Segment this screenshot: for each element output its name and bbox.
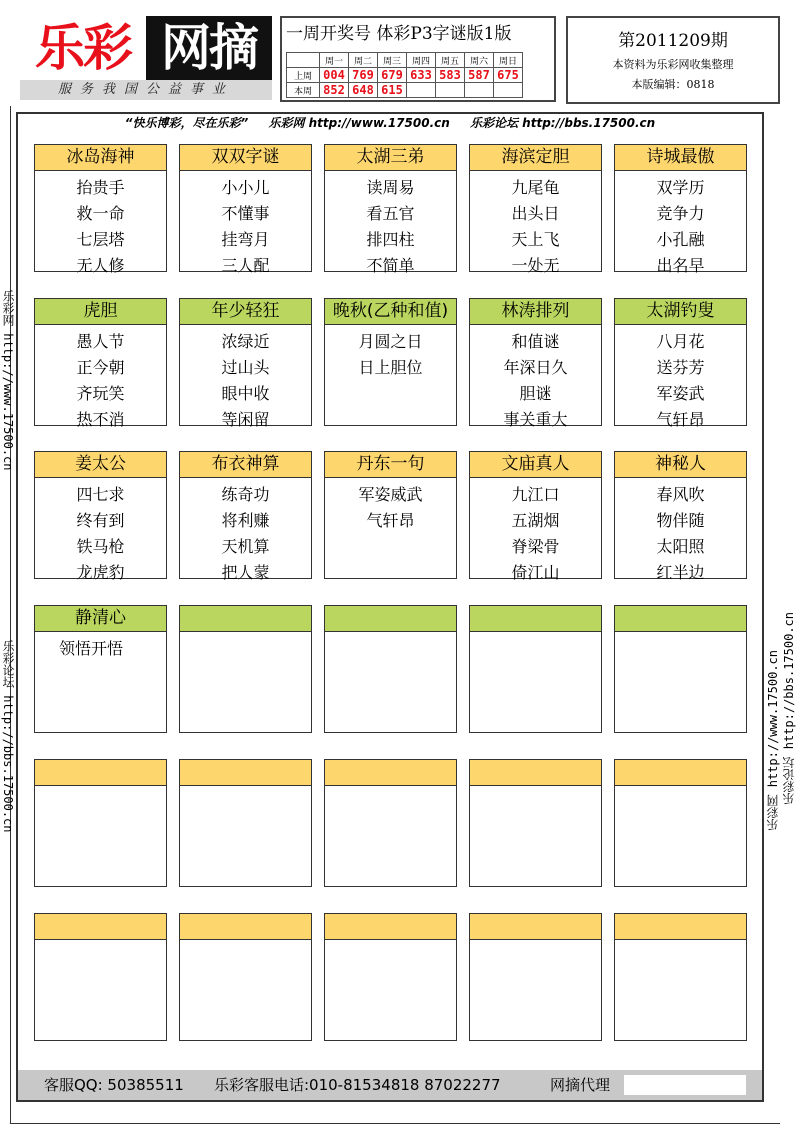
puzzle-line: 终有到 — [76, 511, 125, 530]
draw-row-this-week — [287, 83, 523, 98]
puzzle-line: 竞争力 — [656, 204, 705, 223]
draw-number: 675 — [494, 68, 523, 83]
puzzle-box — [324, 759, 457, 887]
puzzle-box-title — [180, 606, 311, 632]
puzzle-line: 等闲留 — [221, 410, 270, 429]
puzzle-box — [34, 451, 167, 582]
puzzle-box-body — [470, 786, 601, 790]
puzzle-box-body — [180, 478, 311, 586]
puzzle-box — [469, 298, 602, 429]
day-header: 周四 — [407, 53, 436, 68]
logo-part-1: 乐彩 — [20, 16, 146, 80]
puzzle-box-body — [35, 171, 166, 279]
draw-number — [436, 83, 465, 98]
puzzle-box-body — [180, 325, 311, 433]
day-header: 周一 — [320, 53, 349, 68]
puzzle-box — [614, 605, 747, 733]
puzzle-box-body — [470, 325, 601, 433]
puzzle-line: 练奇功 — [221, 485, 270, 504]
puzzle-box — [469, 759, 602, 887]
issue-editor: 本版编辑：0818 — [631, 78, 715, 91]
puzzle-box-body — [470, 632, 601, 636]
puzzle-box — [324, 451, 457, 579]
puzzle-box-title — [35, 914, 166, 940]
puzzle-box — [469, 451, 602, 582]
puzzle-line: 天机算 — [221, 537, 270, 556]
logo-slogan: 服务我国公益事业 — [20, 80, 272, 100]
puzzle-box-body — [35, 940, 166, 944]
puzzle-box — [324, 144, 457, 275]
puzzle-box — [34, 759, 167, 887]
puzzle-line: 七层塔 — [76, 230, 125, 249]
puzzle-line: 浓绿近 — [221, 332, 270, 351]
puzzle-box-body — [615, 632, 746, 636]
puzzle-box — [179, 759, 312, 887]
puzzle-line: 倚江山 — [511, 563, 560, 582]
puzzle-box-body — [615, 325, 746, 433]
puzzle-box — [614, 913, 747, 1041]
day-header: 周五 — [436, 53, 465, 68]
puzzle-box-title — [470, 760, 601, 786]
puzzle-line: 过山头 — [221, 358, 270, 377]
puzzle-line: 四七求 — [76, 485, 125, 504]
puzzle-line: 气轩昂 — [656, 410, 705, 429]
puzzle-box-title — [470, 606, 601, 632]
puzzle-line: 五湖烟 — [511, 511, 560, 530]
puzzle-box — [324, 913, 457, 1041]
day-header: 周六 — [465, 53, 494, 68]
divider — [10, 106, 11, 1124]
puzzle-line: 太阳照 — [656, 537, 705, 556]
puzzle-box-title: 神秘人 — [615, 452, 746, 478]
day-header: 周日 — [494, 53, 523, 68]
puzzle-box-body — [35, 632, 166, 662]
puzzle-line: 龙虎豹 — [76, 563, 125, 582]
puzzle-line: 胆谜 — [519, 384, 552, 403]
banner-slogan: “快乐博彩，尽在乐彩” — [124, 116, 249, 130]
puzzle-line: 救一命 — [76, 204, 125, 223]
puzzle-line: 领悟开悟 — [59, 639, 124, 658]
banner-forum-link[interactable]: 乐彩论坛 http://bbs.17500.cn — [470, 116, 656, 130]
issue-info-panel — [566, 16, 780, 104]
footer-bar — [18, 1070, 762, 1100]
puzzle-box — [179, 451, 312, 582]
puzzle-box — [179, 144, 312, 275]
puzzle-line: 抬贵手 — [76, 178, 125, 197]
puzzle-line: 月圆之日 — [358, 332, 423, 351]
puzzle-box-body — [615, 786, 746, 790]
puzzle-box-body — [325, 940, 456, 944]
puzzle-box-title: 虎胆 — [35, 299, 166, 325]
puzzle-line: 八月花 — [656, 332, 705, 351]
puzzle-box-title: 林涛排列 — [470, 299, 601, 325]
puzzle-line: 红半边 — [656, 563, 705, 582]
puzzle-box-title — [615, 914, 746, 940]
puzzle-box-title: 姜太公 — [35, 452, 166, 478]
puzzle-line: 九江口 — [511, 485, 560, 504]
puzzle-line: 铁马枪 — [76, 537, 125, 556]
draw-panel-title: 一周开奖号 体彩P3字谜版1版 — [286, 24, 512, 44]
puzzle-box-title — [615, 760, 746, 786]
draw-number: 587 — [465, 68, 494, 83]
draw-number: 852 — [320, 83, 349, 98]
puzzle-line: 将利赚 — [221, 511, 270, 530]
footer-phone: 乐彩客服电话:010-81534818 87022277 — [214, 1076, 501, 1094]
puzzle-box-title: 冰岛海神 — [35, 145, 166, 171]
puzzle-box-title: 布衣神算 — [180, 452, 311, 478]
puzzle-box-body — [615, 171, 746, 279]
draw-number: 648 — [349, 83, 378, 98]
puzzle-box — [469, 144, 602, 275]
puzzle-box-title: 海滨定胆 — [470, 145, 601, 171]
puzzle-box — [614, 144, 747, 275]
puzzle-box — [34, 605, 167, 733]
weekly-draw-panel — [280, 16, 556, 102]
puzzle-box-body — [325, 325, 456, 381]
puzzle-box-title: 太湖三弟 — [325, 145, 456, 171]
puzzle-box-title: 诗城最傲 — [615, 145, 746, 171]
draw-number: 633 — [407, 68, 436, 83]
puzzle-box — [34, 913, 167, 1041]
puzzle-box-title: 年少轻狂 — [180, 299, 311, 325]
puzzle-box-title — [325, 606, 456, 632]
puzzle-box-body — [180, 171, 311, 279]
draw-number: 583 — [436, 68, 465, 83]
puzzle-box-body — [470, 171, 601, 279]
puzzle-box-body — [325, 478, 456, 534]
puzzle-box-body — [470, 940, 601, 944]
draw-number: 004 — [320, 68, 349, 83]
puzzle-box-body — [35, 786, 166, 790]
side-text-right-forum: 乐彩论坛 http://bbs.17500.cn — [782, 612, 796, 805]
issue-note: 本资料为乐彩网收集整理 — [612, 58, 734, 71]
puzzle-line: 挂弯月 — [221, 230, 270, 249]
draw-number — [407, 83, 436, 98]
puzzle-line: 天上飞 — [511, 230, 560, 249]
puzzle-box — [469, 605, 602, 733]
row-label: 本周 — [287, 83, 320, 98]
logo-part-2: 网摘 — [146, 16, 272, 80]
puzzle-box-body — [35, 325, 166, 433]
puzzle-line: 眼中收 — [221, 384, 270, 403]
puzzle-box-title — [325, 914, 456, 940]
side-text-left-forum: 乐彩论坛 http://bbs.17500.cn — [1, 640, 15, 833]
row-label: 上周 — [287, 68, 320, 83]
footer-qq: 客服QQ: 50385511 — [44, 1076, 184, 1094]
puzzle-box-title: 太湖钓叟 — [615, 299, 746, 325]
puzzle-line: 气轩昂 — [366, 511, 415, 530]
puzzle-box-title — [180, 914, 311, 940]
puzzle-box-body — [470, 478, 601, 586]
puzzle-line: 不懂事 — [221, 204, 270, 223]
puzzle-line: 无人修 — [76, 256, 125, 275]
slogan-banner — [16, 112, 764, 134]
puzzle-line: 出头日 — [511, 204, 560, 223]
puzzle-line: 军姿武 — [656, 384, 705, 403]
puzzle-line: 看五官 — [366, 204, 415, 223]
puzzle-line: 一处无 — [511, 256, 560, 275]
puzzle-box-title — [470, 914, 601, 940]
puzzle-line: 春风吹 — [656, 485, 705, 504]
puzzle-box-title — [35, 760, 166, 786]
puzzle-line: 送芬芳 — [656, 358, 705, 377]
puzzle-box-title: 晚秋(乙种和值) — [325, 299, 456, 325]
puzzle-line: 读周易 — [366, 178, 415, 197]
puzzle-box-title — [180, 760, 311, 786]
banner-site-link[interactable]: 乐彩网 http://www.17500.cn — [268, 116, 450, 130]
puzzle-line: 热不消 — [76, 410, 125, 429]
draw-number: 769 — [349, 68, 378, 83]
side-text-left-site: 乐彩网 http://www.17500.cn — [1, 290, 15, 471]
agent-field[interactable] — [624, 1075, 746, 1095]
puzzle-box-title: 文庙真人 — [470, 452, 601, 478]
puzzle-line: 不简单 — [366, 256, 415, 275]
puzzle-line: 军姿威武 — [358, 485, 423, 504]
puzzle-box-body — [325, 171, 456, 279]
puzzle-box-title: 静清心 — [35, 606, 166, 632]
day-header: 周三 — [378, 53, 407, 68]
puzzle-box — [324, 605, 457, 733]
puzzle-line: 物伴随 — [656, 511, 705, 530]
puzzle-line: 排四柱 — [366, 230, 415, 249]
puzzle-box — [614, 759, 747, 887]
draw-table — [286, 52, 523, 98]
puzzle-box-body — [180, 632, 311, 636]
day-header: 周二 — [349, 53, 378, 68]
puzzle-box — [469, 913, 602, 1041]
puzzle-box — [34, 144, 167, 275]
issue-number: 第2011209期 — [618, 31, 728, 51]
puzzle-line: 和值谜 — [511, 332, 560, 351]
puzzle-line: 脊梁骨 — [511, 537, 560, 556]
draw-row-last-week — [287, 68, 523, 83]
logo-wordmark — [20, 16, 272, 80]
puzzle-box — [179, 913, 312, 1041]
draw-number — [494, 83, 523, 98]
puzzle-line: 愚人节 — [76, 332, 125, 351]
draw-days-row — [287, 53, 523, 68]
puzzle-line: 把人蒙 — [221, 563, 270, 582]
side-text-right-site: 乐彩网 http://www.17500.cn — [766, 650, 780, 831]
puzzle-line: 小孔融 — [656, 230, 705, 249]
puzzle-line: 正今朝 — [76, 358, 125, 377]
divider — [10, 1123, 780, 1124]
puzzle-box-title: 双双字谜 — [180, 145, 311, 171]
puzzle-box-title: 丹东一句 — [325, 452, 456, 478]
draw-number: 615 — [378, 83, 407, 98]
draw-number: 679 — [378, 68, 407, 83]
puzzle-box — [179, 298, 312, 429]
puzzle-box — [614, 298, 747, 429]
puzzle-box — [34, 298, 167, 429]
puzzle-line: 齐玩笑 — [76, 384, 125, 403]
puzzle-box-body — [180, 940, 311, 944]
puzzle-box-title — [325, 760, 456, 786]
puzzle-line: 双学历 — [656, 178, 705, 197]
puzzle-box — [614, 451, 747, 582]
puzzle-line: 事关重大 — [503, 410, 568, 429]
puzzle-line: 年深日久 — [503, 358, 568, 377]
puzzle-line: 日上胆位 — [358, 358, 423, 377]
puzzle-box-body — [35, 478, 166, 586]
puzzle-line: 小小儿 — [221, 178, 270, 197]
puzzle-box-body — [325, 632, 456, 636]
puzzle-box-title — [615, 606, 746, 632]
puzzle-box-body — [615, 478, 746, 586]
puzzle-box-body — [615, 940, 746, 944]
puzzle-line: 九尾龟 — [511, 178, 560, 197]
footer-agent-label: 网摘代理 — [550, 1076, 611, 1094]
logo — [20, 16, 272, 102]
puzzle-box-body — [325, 786, 456, 790]
puzzle-box-body — [180, 786, 311, 790]
draw-number — [465, 83, 494, 98]
puzzle-box — [179, 605, 312, 733]
puzzle-line: 出名早 — [656, 256, 705, 275]
puzzle-line: 三人配 — [221, 256, 270, 275]
puzzle-box — [324, 298, 457, 426]
